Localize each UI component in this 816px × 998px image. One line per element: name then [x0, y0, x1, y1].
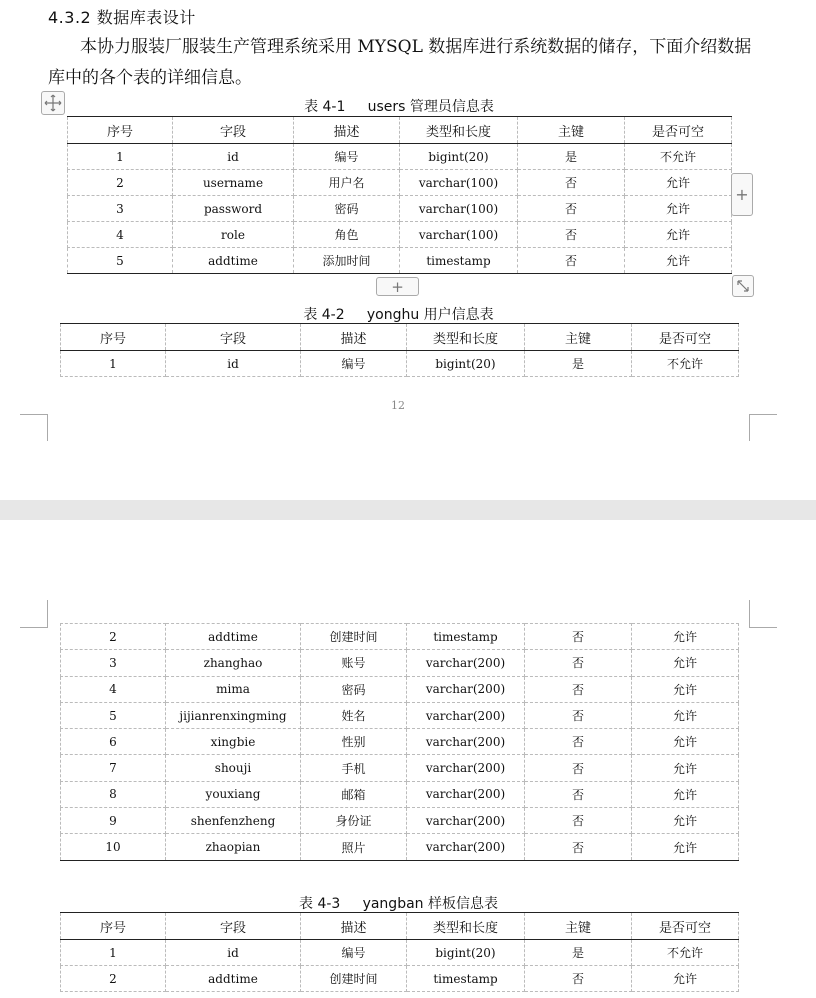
cell-field: zhaopian	[166, 834, 301, 860]
column-header: 序号	[61, 913, 166, 940]
column-header: 序号	[61, 324, 166, 351]
yangban-table	[60, 912, 739, 992]
column-header: 是否可空	[632, 324, 739, 351]
table-header-row	[61, 324, 739, 351]
crop-mark	[749, 600, 750, 628]
crop-mark	[47, 600, 48, 628]
table-row	[61, 940, 739, 966]
cell-index: 2	[68, 170, 173, 196]
crop-mark	[749, 414, 777, 415]
cell-index: 9	[61, 808, 166, 834]
cell-type: timestamp	[407, 624, 525, 650]
cell-description: 用户名	[294, 170, 400, 196]
cell-primary-key: 否	[525, 834, 632, 860]
crop-mark	[20, 627, 48, 628]
cell-index: 2	[61, 966, 166, 992]
cell-field: mima	[166, 676, 301, 702]
cell-primary-key: 否	[518, 222, 625, 248]
crop-mark	[749, 627, 777, 628]
cell-description: 添加时间	[294, 248, 400, 274]
table-row	[61, 729, 739, 755]
yonghu-table-continued	[60, 623, 739, 861]
cell-description: 编号	[301, 940, 407, 966]
table-row	[61, 676, 739, 702]
column-header: 类型和长度	[407, 324, 525, 351]
cell-field: zhanghao	[166, 650, 301, 676]
cell-field: password	[173, 196, 294, 222]
cell-description: 性别	[301, 729, 407, 755]
cell-field: xingbie	[166, 729, 301, 755]
cell-field: id	[173, 144, 294, 170]
cell-nullable: 允许	[625, 248, 732, 274]
cell-index: 2	[61, 624, 166, 650]
column-header: 字段	[173, 117, 294, 144]
column-header: 主键	[525, 324, 632, 351]
cell-field: addtime	[166, 966, 301, 992]
table-row	[68, 196, 732, 222]
cell-index: 1	[61, 351, 166, 377]
cell-primary-key: 是	[525, 351, 632, 377]
crop-mark	[20, 414, 48, 415]
cell-description: 邮箱	[301, 781, 407, 807]
cell-description: 角色	[294, 222, 400, 248]
cell-primary-key: 否	[525, 702, 632, 728]
cell-primary-key: 否	[525, 676, 632, 702]
cell-nullable: 允许	[632, 650, 739, 676]
cell-index: 7	[61, 755, 166, 781]
table-row	[61, 966, 739, 992]
cell-primary-key: 是	[518, 144, 625, 170]
cell-primary-key: 否	[525, 781, 632, 807]
column-header: 字段	[166, 913, 301, 940]
cell-type: varchar(200)	[407, 781, 525, 807]
cell-index: 4	[68, 222, 173, 248]
column-header: 描述	[301, 913, 407, 940]
column-header: 是否可空	[632, 913, 739, 940]
table-row	[61, 808, 739, 834]
cell-primary-key: 否	[525, 729, 632, 755]
page-separator	[0, 500, 816, 520]
cell-field: role	[173, 222, 294, 248]
cell-type: timestamp	[407, 966, 525, 992]
section-heading: 4.3.2 数据库表设计	[48, 8, 196, 27]
cell-primary-key: 否	[518, 248, 625, 274]
resize-handle-icon[interactable]	[732, 275, 754, 297]
cell-nullable: 允许	[625, 222, 732, 248]
cell-nullable: 不允许	[625, 144, 732, 170]
column-header: 描述	[294, 117, 400, 144]
cell-type: varchar(200)	[407, 702, 525, 728]
cell-nullable: 允许	[632, 729, 739, 755]
intro-paragraph: 本协力服装厂服装生产管理系统采用 MYSQL 数据库进行系统数据的储存，下面介绍数据库中的各个表的详细信息。	[48, 37, 752, 88]
column-header: 是否可空	[625, 117, 732, 144]
cell-description: 密码	[301, 676, 407, 702]
cell-type: varchar(200)	[407, 755, 525, 781]
cell-index: 3	[61, 650, 166, 676]
cell-field: id	[166, 351, 301, 377]
cell-nullable: 允许	[625, 170, 732, 196]
table-row	[61, 834, 739, 860]
cell-index: 8	[61, 781, 166, 807]
cell-description: 编号	[294, 144, 400, 170]
cell-field: youxiang	[166, 781, 301, 807]
cell-index: 10	[61, 834, 166, 860]
cell-primary-key: 否	[525, 808, 632, 834]
cell-index: 4	[61, 676, 166, 702]
column-header: 字段	[166, 324, 301, 351]
table-row	[68, 222, 732, 248]
table-caption-3: 表 4-3 yangban 样板信息表	[299, 896, 498, 912]
cell-description: 身份证	[301, 808, 407, 834]
column-header: 序号	[68, 117, 173, 144]
cell-primary-key: 否	[525, 650, 632, 676]
table-row	[68, 248, 732, 274]
cell-index: 5	[68, 248, 173, 274]
table-caption-1: 表 4-1 users 管理员信息表	[304, 99, 494, 115]
column-header: 主键	[525, 913, 632, 940]
cell-index: 3	[68, 196, 173, 222]
table-row	[68, 170, 732, 196]
cell-type: bigint(20)	[407, 940, 525, 966]
cell-field: shouji	[166, 755, 301, 781]
cell-index: 1	[68, 144, 173, 170]
cell-type: varchar(100)	[400, 222, 518, 248]
table-row	[61, 624, 739, 650]
table-header-row	[68, 117, 732, 144]
column-header: 类型和长度	[400, 117, 518, 144]
cell-nullable: 允许	[632, 755, 739, 781]
table-row	[61, 781, 739, 807]
cell-primary-key: 是	[525, 940, 632, 966]
cell-description: 创建时间	[301, 624, 407, 650]
cell-nullable: 允许	[632, 676, 739, 702]
cell-nullable: 允许	[632, 808, 739, 834]
cell-description: 账号	[301, 650, 407, 676]
page-number: 12	[391, 399, 405, 412]
table-row	[61, 650, 739, 676]
cell-field: id	[166, 940, 301, 966]
table-row	[61, 351, 739, 377]
cell-primary-key: 否	[518, 170, 625, 196]
cell-type: varchar(200)	[407, 650, 525, 676]
cell-description: 姓名	[301, 702, 407, 728]
cell-description: 照片	[301, 834, 407, 860]
crop-mark	[749, 414, 750, 441]
cell-description: 创建时间	[301, 966, 407, 992]
cell-nullable: 不允许	[632, 351, 739, 377]
cell-primary-key: 否	[525, 966, 632, 992]
cell-nullable: 允许	[632, 702, 739, 728]
table-header-row	[61, 913, 739, 940]
cell-nullable: 允许	[625, 196, 732, 222]
users-table	[67, 116, 732, 274]
cell-description: 手机	[301, 755, 407, 781]
move-handle-icon[interactable]	[41, 91, 65, 115]
cell-primary-key: 否	[525, 755, 632, 781]
cell-nullable: 允许	[632, 834, 739, 860]
cell-type: varchar(200)	[407, 834, 525, 860]
cell-type: bigint(20)	[400, 144, 518, 170]
cell-type: timestamp	[400, 248, 518, 274]
cell-nullable: 允许	[632, 781, 739, 807]
cell-nullable: 不允许	[632, 940, 739, 966]
add-column-icon[interactable]: +	[731, 173, 753, 216]
yonghu-table	[60, 323, 739, 377]
cell-type: bigint(20)	[407, 351, 525, 377]
cell-type: varchar(200)	[407, 676, 525, 702]
table-caption-2: 表 4-2 yonghu 用户信息表	[303, 307, 494, 323]
crop-mark	[47, 414, 48, 441]
cell-nullable: 允许	[632, 624, 739, 650]
cell-field: shenfenzheng	[166, 808, 301, 834]
cell-description: 密码	[294, 196, 400, 222]
cell-type: varchar(200)	[407, 729, 525, 755]
cell-type: varchar(100)	[400, 196, 518, 222]
cell-nullable: 允许	[632, 966, 739, 992]
table-row	[68, 144, 732, 170]
cell-index: 5	[61, 702, 166, 728]
cell-field: username	[173, 170, 294, 196]
cell-field: addtime	[166, 624, 301, 650]
cell-description: 编号	[301, 351, 407, 377]
cell-type: varchar(200)	[407, 808, 525, 834]
column-header: 主键	[518, 117, 625, 144]
cell-index: 6	[61, 729, 166, 755]
cell-type: varchar(100)	[400, 170, 518, 196]
cell-primary-key: 否	[518, 196, 625, 222]
column-header: 描述	[301, 324, 407, 351]
cell-field: addtime	[173, 248, 294, 274]
cell-field: jijianrenxingming	[166, 702, 301, 728]
table-row	[61, 755, 739, 781]
cell-primary-key: 否	[525, 624, 632, 650]
cell-index: 1	[61, 940, 166, 966]
table-row	[61, 702, 739, 728]
add-row-icon[interactable]: +	[376, 277, 419, 296]
column-header: 类型和长度	[407, 913, 525, 940]
